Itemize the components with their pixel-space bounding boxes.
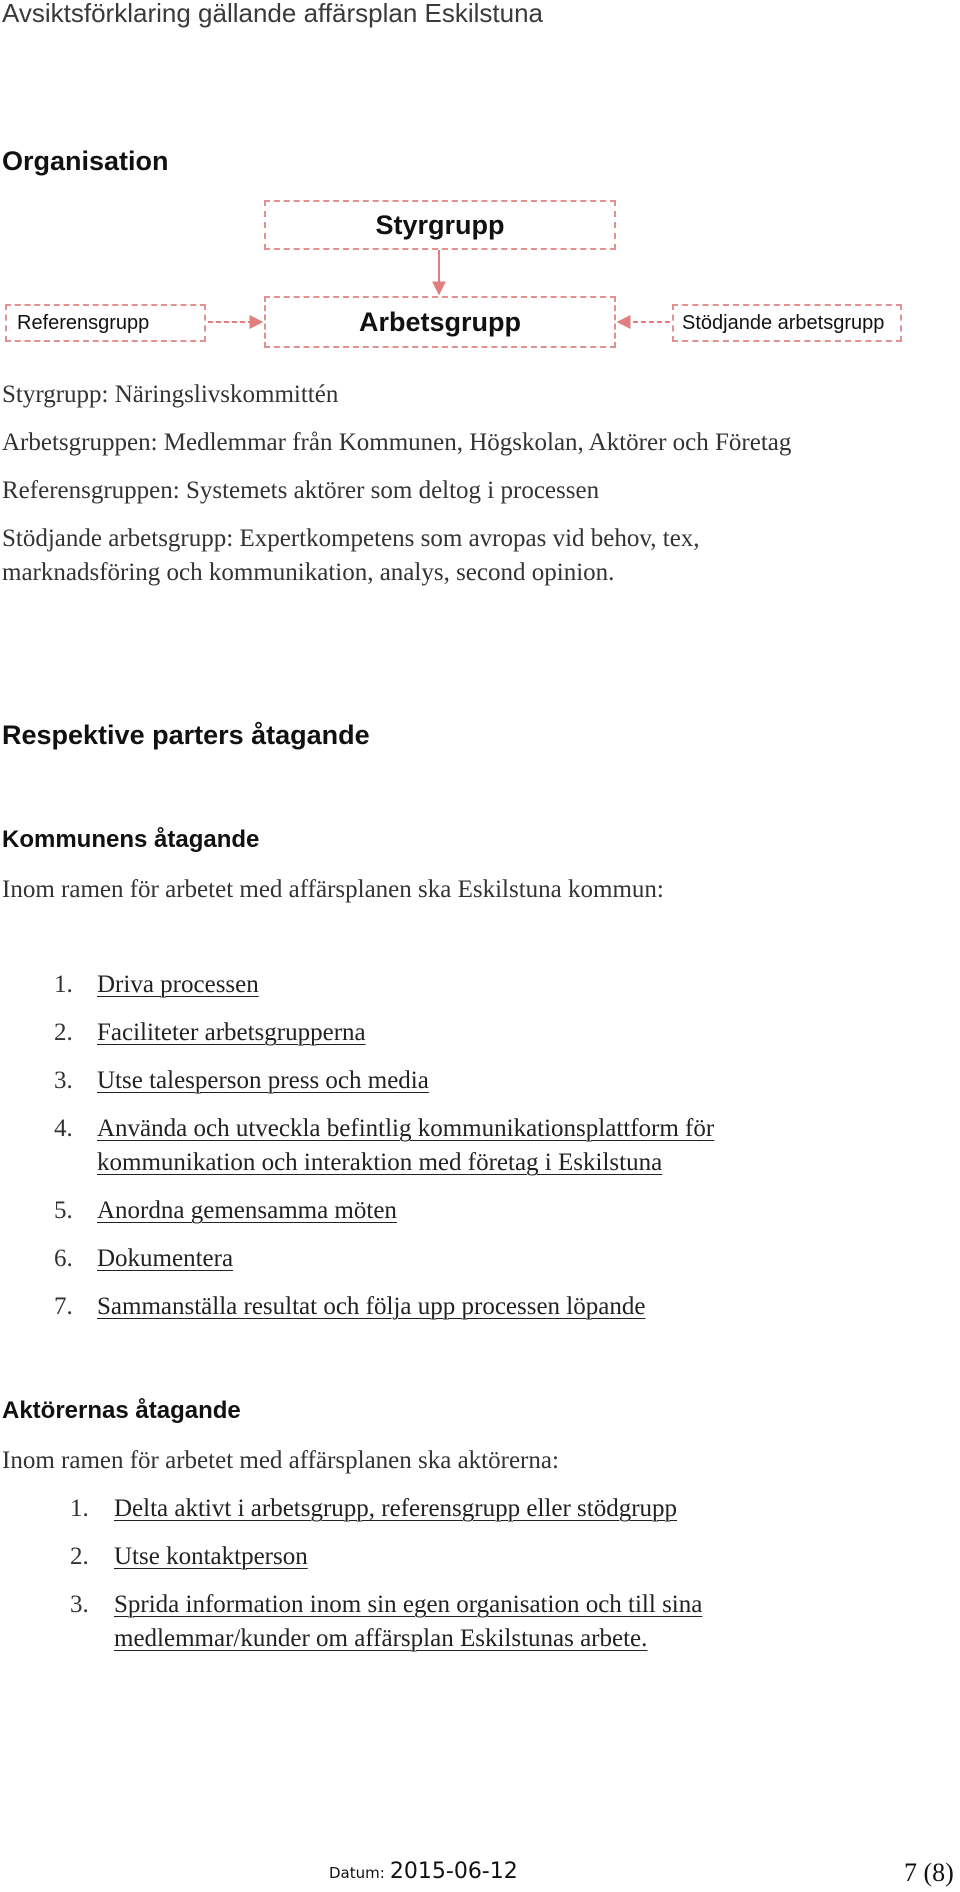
list-item-number: 3. xyxy=(54,1067,73,1094)
list-item xyxy=(54,1194,714,1242)
list-item xyxy=(54,1112,714,1194)
footer-date xyxy=(329,1859,518,1884)
list-item-number: 1. xyxy=(54,971,73,998)
list-item-text: Anordna gemensamma möten xyxy=(97,1197,397,1224)
diagram-box-stodjande-arbetsgrupp: Stödjande arbetsgrupp xyxy=(672,304,902,342)
list-item-text: Faciliteter arbetsgrupperna xyxy=(97,1019,366,1046)
list-item-text: Driva processen xyxy=(97,971,259,998)
list-item-number: 1. xyxy=(70,1495,89,1522)
diagram-box-arbetsgrupp: Arbetsgrupp xyxy=(264,296,616,348)
list-item-number: 2. xyxy=(54,1019,73,1046)
actors-heading: Aktörernas åtagande xyxy=(2,1397,241,1424)
org-line-stodjande-1: Stödjande arbetsgrupp: Expertkompetens som avropas vid behov, tex, xyxy=(2,525,700,552)
list-item-number: 2. xyxy=(70,1543,89,1570)
list-item xyxy=(70,1588,702,1670)
list-item-text: medlemmar/kunder om affärsplan Eskilstunas arbete. xyxy=(114,1625,648,1652)
org-line-arbetsgruppen: Arbetsgruppen: Medlemmar från Kommunen, Högskolan, Aktörer och Företag xyxy=(2,429,792,456)
list-item xyxy=(70,1540,702,1588)
list-item-number: 6. xyxy=(54,1245,73,1272)
list-item xyxy=(54,1064,714,1112)
list-item xyxy=(54,1290,714,1338)
list-item-number: 5. xyxy=(54,1197,73,1224)
list-item xyxy=(54,968,714,1016)
list-item-text: kommunikation och interaktion med företag i Eskilstuna xyxy=(97,1149,663,1176)
municipality-list xyxy=(54,968,714,1338)
list-item-text: Delta aktivt i arbetsgrupp, referensgrupp eller stödgrupp xyxy=(114,1495,678,1522)
diagram-box-styrgrupp: Styrgrupp xyxy=(264,200,616,250)
list-item-text: Sammanställa resultat och följa upp processen löpande xyxy=(97,1293,646,1320)
list-item xyxy=(70,1492,702,1540)
footer-date-label: Datum: xyxy=(329,1864,385,1882)
actors-list xyxy=(70,1492,702,1670)
list-item-text: Utse kontaktperson xyxy=(114,1543,308,1570)
org-line-stodjande-2: marknadsföring och kommunikation, analys, second opinion. xyxy=(2,559,615,586)
org-line-referensgruppen: Referensgruppen: Systemets aktörer som deltog i processen xyxy=(2,477,600,504)
list-item xyxy=(54,1242,714,1290)
list-item-text: Dokumentera xyxy=(97,1245,234,1272)
list-item xyxy=(54,1016,714,1064)
list-item-number: 4. xyxy=(54,1115,73,1142)
list-item-text: Sprida information inom sin egen organisation och till sina xyxy=(114,1591,703,1618)
actors-intro: Inom ramen för arbetet med affärsplanen ska aktörerna: xyxy=(2,1447,559,1474)
footer-page-number: 7 (8) xyxy=(904,1858,954,1887)
diagram-box-referensgrupp: Referensgrupp xyxy=(5,304,206,342)
municipality-intro: Inom ramen för arbetet med affärsplanen ska Eskilstuna kommun: xyxy=(2,876,664,903)
organisation-heading: Organisation xyxy=(2,146,169,176)
footer-date-value: 2015-06-12 xyxy=(389,1859,518,1884)
org-line-styrgrupp: Styrgrupp: Näringslivskommittén xyxy=(2,381,339,408)
municipality-heading: Kommunens åtagande xyxy=(2,826,260,853)
commitments-heading: Respektive parters åtagande xyxy=(2,720,370,750)
list-item-number: 3. xyxy=(70,1591,89,1618)
list-item-text: Utse talesperson press och media xyxy=(97,1067,429,1094)
document-header-title: Avsiktsförklaring gällande affärsplan Eskilstuna xyxy=(2,0,543,28)
list-item-text: Använda och utveckla befintlig kommunikationsplattform för xyxy=(97,1115,715,1142)
list-item-number: 7. xyxy=(54,1293,73,1320)
organisation-diagram xyxy=(0,192,960,362)
